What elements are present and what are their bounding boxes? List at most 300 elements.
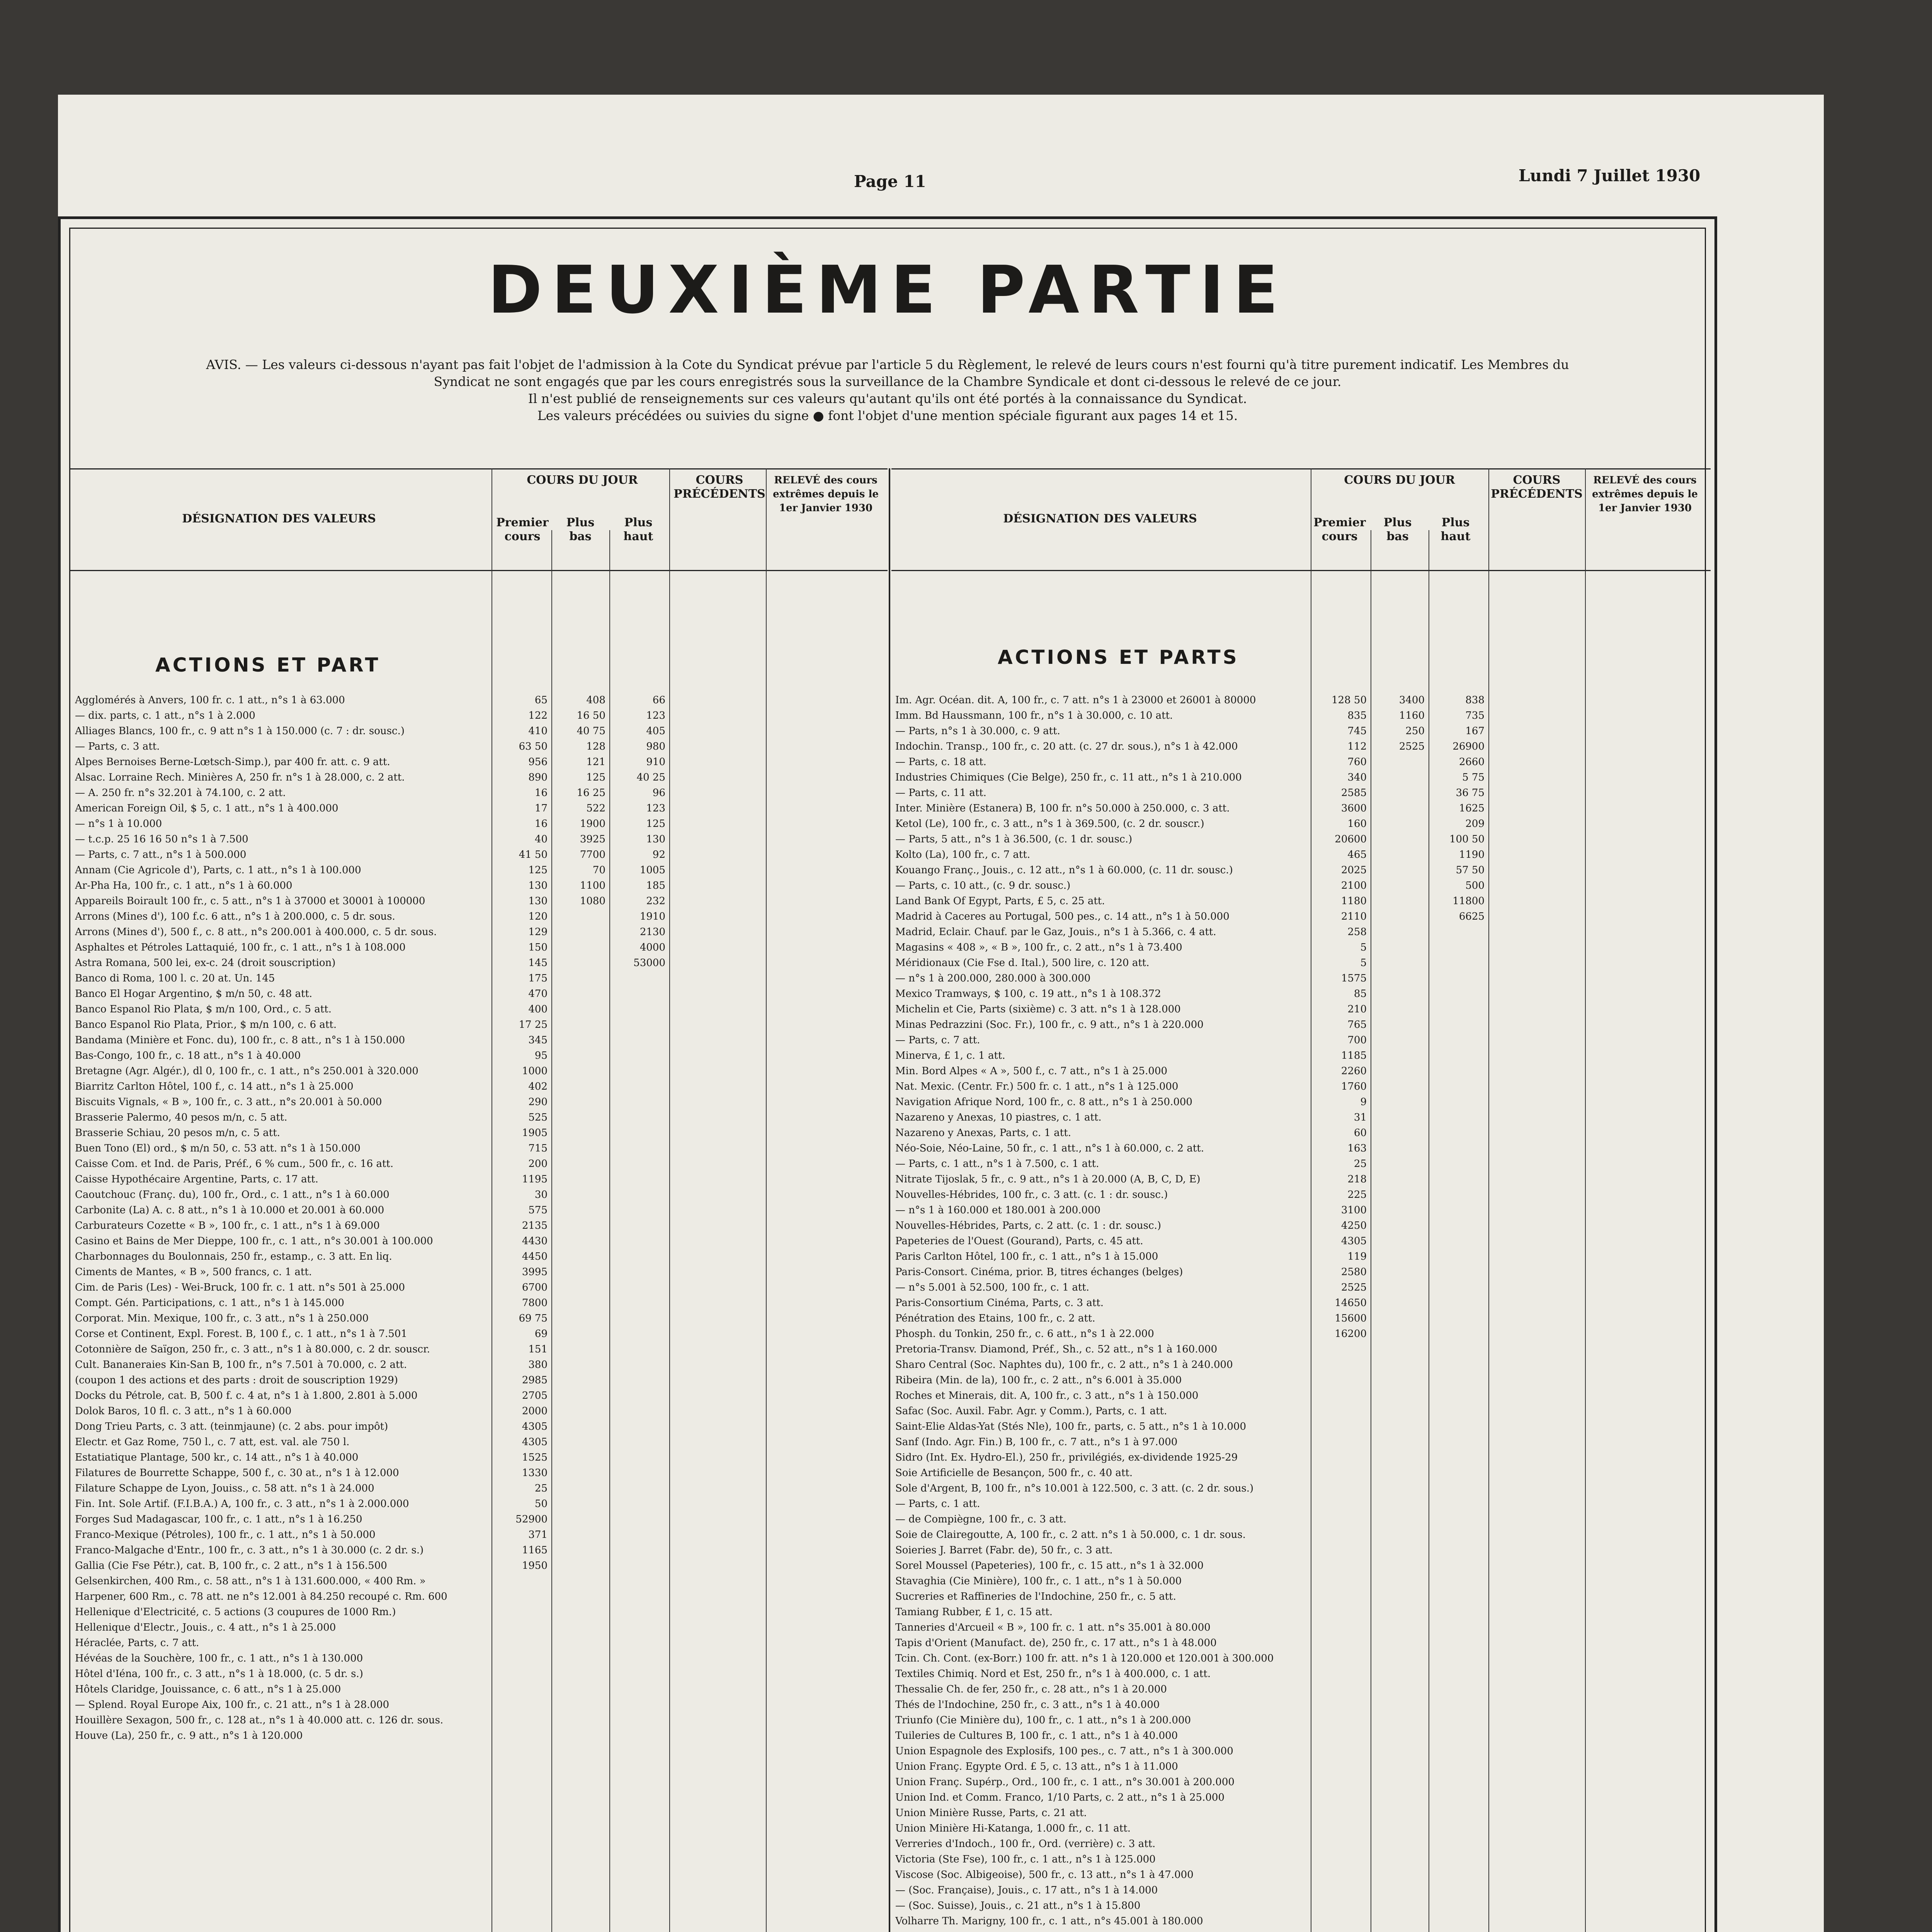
- security-row: Union Minière Hi-Katanga, 1.000 fr., c. 11 att.: [895, 1823, 1131, 1834]
- security-row: Sole d'Argent, B, 100 fr., n°s 10.001 à 122.500, c. 3 att. (c. 2 dr. sous.): [895, 1483, 1254, 1494]
- security-row: Soie Artificielle de Besançon, 500 fr., c. 40 att.: [895, 1467, 1133, 1479]
- rule: [1488, 468, 1489, 1932]
- premier-cours-cell: 65: [534, 694, 548, 706]
- security-row: Bas-Congo, 100 fr., c. 18 att., n°s 1 à 40.000: [75, 1050, 301, 1061]
- security-row: Papeteries de l'Ouest (Gourand), Parts, c. 45 att.: [895, 1235, 1143, 1247]
- security-row: Paris-Consort. Cinéma, prior. B, titres échanges (belges): [895, 1266, 1183, 1278]
- premier-cours-cell: 40: [534, 833, 548, 845]
- plus-haut-cell: 1910: [639, 911, 665, 922]
- security-row: Hôtel d'Iéna, 100 fr., c. 3 att., n°s 1 à 18.000, (c. 5 dr. s.): [75, 1668, 363, 1680]
- security-row: — Parts, c. 18 att.: [895, 756, 986, 768]
- security-row: Docks du Pétrole, cat. B, 500 f. c. 4 at, n°s 1 à 1.800, 2.801 à 5.000: [75, 1390, 418, 1401]
- security-row: Banco El Hogar Argentino, $ m/n 50, c. 48 att.: [75, 988, 313, 1000]
- plus-haut-cell: 92: [652, 849, 665, 861]
- premier-cours-cell: 9: [1360, 1096, 1367, 1108]
- security-row: Corporat. Min. Mexique, 100 fr., c. 3 att., n°s 1 à 250.000: [75, 1313, 369, 1324]
- page-date: Lundi 7 Juillet 1930: [1519, 166, 1701, 185]
- security-row: Franco-Malgache d'Entr., 100 fr., c. 3 att., n°s 1 à 30.000 (c. 2 dr. s.): [75, 1544, 424, 1556]
- security-row: — Parts, c. 3 att.: [75, 741, 160, 752]
- security-row: Dolok Baros, 10 fl. c. 3 att., n°s 1 à 60.000: [75, 1405, 292, 1417]
- security-row: Ar-Pha Ha, 100 fr., c. 1 att., n°s 1 à 60.000: [75, 880, 293, 891]
- premier-cours-cell: 128 50: [1332, 694, 1367, 706]
- security-row: Alpes Bernoises Berne-Lœtsch-Simp.), par 400 fr. att. c. 9 att.: [75, 756, 390, 768]
- security-row: Paris-Consortium Cinéma, Parts, c. 3 att.: [895, 1297, 1104, 1309]
- security-row: Nat. Mexic. (Centr. Fr.) 500 fr. c. 1 att., n°s 1 à 125.000: [895, 1081, 1179, 1092]
- premier-cours-cell: 151: [528, 1344, 548, 1355]
- premier-cours-cell: 85: [1354, 988, 1367, 1000]
- security-row: Alliages Blancs, 100 fr., c. 9 att n°s 1 à 150.000 (c. 7 : dr. sousc.): [75, 725, 405, 737]
- security-row: Caoutchouc (Franç. du), 100 fr., Ord., c. 1 att., n°s 1 à 60.000: [75, 1189, 389, 1201]
- premier-cours-cell: 290: [528, 1096, 548, 1108]
- plus-haut-cell: 36 75: [1456, 787, 1485, 799]
- plus-haut-cell: 1005: [639, 864, 665, 876]
- premier-cours-cell: 16: [534, 818, 548, 830]
- plus-bas-cell: 70: [592, 864, 605, 876]
- plus-haut-cell: 1190: [1459, 849, 1485, 861]
- left-plushaut-column: [611, 692, 665, 1932]
- plus-haut-cell: 980: [646, 741, 665, 752]
- security-row: Indochin. Transp., 100 fr., c. 20 att. (c. 27 dr. sous.), n°s 1 à 42.000: [895, 741, 1238, 752]
- security-row: Sorel Moussel (Papeteries), 100 fr., c. 15 att., n°s 1 à 32.000: [895, 1560, 1204, 1571]
- premier-cours-cell: 16: [534, 787, 548, 799]
- security-row: Asphaltes et Pétroles Lattaquié, 100 fr., c. 1 att., n°s 1 à 108.000: [75, 942, 406, 953]
- premier-cours-cell: 715: [528, 1143, 548, 1154]
- left-releve-header: RELEVÉ des cours extrêmes depuis le 1er Janvier 1930: [773, 474, 879, 514]
- security-row: Annam (Cie Agricole d'), Parts, c. 1 att., n°s 1 à 100.000: [75, 864, 361, 876]
- plus-haut-cell: 57 50: [1456, 864, 1485, 876]
- right-premier-column: [1313, 692, 1367, 1932]
- security-row: Nitrate Tijoslak, 5 fr., c. 9 att., n°s 1 à 20.000 (A, B, C, D, E): [895, 1173, 1201, 1185]
- premier-cours-cell: 2580: [1341, 1266, 1367, 1278]
- security-row: Arrons (Mines d'), 500 f., c. 8 att., n°s 200.001 à 400.000, c. 5 dr. sous.: [75, 926, 437, 938]
- premier-cours-cell: 122: [528, 710, 548, 721]
- premier-cours-cell: 2585: [1341, 787, 1367, 799]
- premier-cours-cell: 3995: [522, 1266, 548, 1278]
- security-row: Fin. Int. Sole Artif. (F.I.B.A.) A, 100 fr., c. 3 att., n°s 1 à 2.000.000: [75, 1498, 409, 1510]
- security-row: Roches et Minerais, dit. A, 100 fr., c. 3 att., n°s 1 à 150.000: [895, 1390, 1199, 1401]
- premier-cours-cell: 4305: [522, 1421, 548, 1432]
- security-row: Tuileries de Cultures B, 100 fr., c. 1 att., n°s 1 à 40.000: [895, 1730, 1178, 1742]
- security-row: Banco Espanol Rio Plata, $ m/n 100, Ord., c. 5 att.: [75, 1003, 332, 1015]
- premier-cours-cell: 112: [1347, 741, 1367, 752]
- plus-haut-cell: 2660: [1459, 756, 1485, 768]
- security-row: Phosph. du Tonkin, 250 fr., c. 6 att., n°s 1 à 22.000: [895, 1328, 1154, 1340]
- security-row: Nazareno y Anexas, 10 piastres, c. 1 att.: [895, 1112, 1102, 1123]
- security-row: Madrid, Eclair. Chauf. par le Gaz, Jouis., n°s 1 à 5.366, c. 4 att.: [895, 926, 1216, 938]
- security-row: Ketol (Le), 100 fr., c. 3 att., n°s 1 à 369.500, (c. 2 dr. souscr.): [895, 818, 1204, 830]
- security-row: — (Soc. Suisse), Jouis., c. 21 att., n°s 1 à 15.800: [895, 1900, 1141, 1912]
- security-row: Charbonnages du Boulonnais, 250 fr., estamp., c. 3 att. En liq.: [75, 1251, 392, 1262]
- plus-haut-cell: 5 75: [1462, 772, 1485, 783]
- security-row: Gallia (Cie Fse Pétr.), cat. B, 100 fr., c. 2 att., n°s 1 à 156.500: [75, 1560, 387, 1571]
- security-row: Dong Trieu Parts, c. 3 att. (teinmjaune) (c. 2 abs. pour impôt): [75, 1421, 388, 1432]
- left-table-header: [70, 468, 888, 571]
- security-row: Buen Tono (El) ord., $ m/n 50, c. 53 att. n°s 1 à 150.000: [75, 1143, 361, 1154]
- premier-cours-cell: 402: [528, 1081, 548, 1092]
- security-row: Union Minière Russe, Parts, c. 21 att.: [895, 1807, 1087, 1819]
- premier-cours-cell: 4250: [1341, 1220, 1367, 1231]
- premier-cours-cell: 2110: [1341, 911, 1367, 922]
- plus-haut-cell: 130: [646, 833, 665, 845]
- premier-cours-cell: 575: [528, 1204, 548, 1216]
- premier-cours-cell: 4305: [522, 1436, 548, 1448]
- premier-cours-cell: 1525: [522, 1452, 548, 1463]
- security-row: — n°s 1 à 200.000, 280.000 à 300.000: [895, 973, 1091, 984]
- premier-cours-cell: 4430: [522, 1235, 548, 1247]
- premier-cours-cell: 1760: [1341, 1081, 1367, 1092]
- security-row: Pretoria-Transv. Diamond, Préf., Sh., c. 52 att., n°s 1 à 160.000: [895, 1344, 1218, 1355]
- security-row: Carburateurs Cozette « B », 100 fr., c. 1 att., n°s 1 à 69.000: [75, 1220, 380, 1231]
- plus-bas-cell: 522: [586, 803, 605, 814]
- security-row: Hôtels Claridge, Jouissance, c. 6 att., n°s 1 à 25.000: [75, 1684, 341, 1695]
- center-column-separator: [889, 468, 890, 1932]
- notice-line-4: Les valeurs précédées ou suivies du signe ● font l'objet d'une mention spéciale figurant aux pages 14 et 15.: [537, 408, 1238, 423]
- security-row: — Parts, 5 att., n°s 1 à 36.500, (c. 1 dr. sousc.): [895, 833, 1133, 845]
- premier-cours-cell: 60: [1354, 1127, 1367, 1139]
- premier-cours-cell: 150: [528, 942, 548, 953]
- security-row: Union Franç. Supérp., Ord., 100 fr., c. 1 att., n°s 30.001 à 200.000: [895, 1776, 1235, 1788]
- premier-cours-cell: 1575: [1341, 973, 1367, 984]
- plus-bas-cell: 1900: [580, 818, 605, 830]
- security-row: Verreries d'Indoch., 100 fr., Ord. (verrière) c. 3 att.: [895, 1838, 1156, 1850]
- premier-cours-cell: 956: [528, 756, 548, 768]
- plus-haut-cell: 123: [646, 803, 665, 814]
- security-row: Union Ind. et Comm. Franco, 1/10 Parts, c. 2 att., n°s 1 à 25.000: [895, 1792, 1225, 1803]
- premier-cours-cell: 163: [1347, 1143, 1367, 1154]
- plus-haut-cell: 405: [646, 725, 665, 737]
- premier-cours-cell: 130: [528, 895, 548, 907]
- plus-bas-cell: 40 75: [577, 725, 605, 737]
- plus-haut-cell: 838: [1465, 694, 1485, 706]
- security-row: Casino et Bains de Mer Dieppe, 100 fr., c. 1 att., n°s 30.001 à 100.000: [75, 1235, 433, 1247]
- premier-cours-cell: 17 25: [519, 1019, 548, 1031]
- plus-bas-cell: 7700: [580, 849, 605, 861]
- plus-haut-cell: 910: [646, 756, 665, 768]
- plus-haut-cell: 125: [646, 818, 665, 830]
- security-row: Tcin. Ch. Cont. (ex-Borr.) 100 fr. att. n°s 1 à 120.000 et 120.001 à 300.000: [895, 1653, 1274, 1664]
- right-plushaut-column: [1430, 692, 1485, 1932]
- plus-haut-cell: 100 50: [1449, 833, 1485, 845]
- premier-cours-cell: 175: [528, 973, 548, 984]
- security-row: Textiles Chimiq. Nord et Est, 250 fr., n°s 1 à 400.000, c. 1 att.: [895, 1668, 1211, 1680]
- premier-cours-cell: 700: [1347, 1034, 1367, 1046]
- page-number: Page 11: [854, 172, 926, 191]
- premier-cours-cell: 2705: [522, 1390, 548, 1401]
- security-row: Min. Bord Alpes « A », 500 f., c. 7 att., n°s 1 à 25.000: [895, 1065, 1168, 1077]
- premier-cours-cell: 525: [528, 1112, 548, 1123]
- premier-cours-cell: 119: [1347, 1251, 1367, 1262]
- security-row: Filatures de Bourrette Schappe, 500 f., c. 30 at., n°s 1 à 12.000: [75, 1467, 399, 1479]
- security-row: Franco-Mexique (Pétroles), 100 fr., c. 1 att., n°s 1 à 50.000: [75, 1529, 376, 1541]
- security-row: Navigation Afrique Nord, 100 fr., c. 8 att., n°s 1 à 250.000: [895, 1096, 1192, 1108]
- premier-cours-cell: 25: [534, 1483, 548, 1494]
- plus-haut-cell: 1625: [1459, 803, 1485, 814]
- security-row: Appareils Boirault 100 fr., c. 5 att., n°s 1 à 37000 et 30001 à 100000: [75, 895, 425, 907]
- premier-cours-cell: 25: [1354, 1158, 1367, 1170]
- premier-cours-cell: 20600: [1335, 833, 1367, 845]
- security-row: — t.c.p. 25 16 16 50 n°s 1 à 7.500: [75, 833, 248, 845]
- premier-cours-cell: 120: [528, 911, 548, 922]
- security-row: Thés de l'Indochine, 250 fr., c. 3 att., n°s 1 à 40.000: [895, 1699, 1160, 1711]
- security-row: Minas Pedrazzini (Soc. Fr.), 100 fr., c. 9 att., n°s 1 à 220.000: [895, 1019, 1204, 1031]
- premier-cours-cell: 7800: [522, 1297, 548, 1309]
- left-premier-column: [493, 692, 548, 1932]
- security-row: — Parts, c. 10 att., (c. 9 dr. sousc.): [895, 880, 1071, 891]
- plus-bas-cell: 1100: [580, 880, 605, 891]
- security-row: Union Espagnole des Explosifs, 100 pes., c. 7 att., n°s 1 à 300.000: [895, 1745, 1233, 1757]
- premier-cours-cell: 345: [528, 1034, 548, 1046]
- notice-line-1: AVIS. — Les valeurs ci-dessous n'ayant pas fait l'objet de l'admission à la Cote du Syndicat prévue par l'article 5 du Règlement, le relevé de leurs cours n'est fourni qu'à titre purement indicatif. Les Membres du: [206, 357, 1569, 372]
- premier-cours-cell: 200: [528, 1158, 548, 1170]
- premier-cours-cell: 52900: [515, 1514, 548, 1525]
- plus-haut-cell: 185: [646, 880, 665, 891]
- premier-cours-cell: 1180: [1341, 895, 1367, 907]
- security-row: Tanneries d'Arcueil « B », 100 fr. c. 1 att. n°s 35.001 à 80.000: [895, 1622, 1211, 1633]
- security-row: — (Soc. Française), Jouis., c. 17 att., n°s 1 à 14.000: [895, 1884, 1158, 1896]
- security-row: Cim. de Paris (Les) - Wei-Bruck, 100 fr. c. 1 att. n°s 501 à 25.000: [75, 1282, 405, 1293]
- security-row: Thessalie Ch. de fer, 250 fr., c. 28 att., n°s 1 à 20.000: [895, 1684, 1167, 1695]
- premier-cours-cell: 6700: [522, 1282, 548, 1293]
- security-row: Industries Chimiques (Cie Belge), 250 fr., c. 11 att., n°s 1 à 210.000: [895, 772, 1242, 783]
- security-row: Sucreries et Raffineries de l'Indochine, 250 fr., c. 5 att.: [895, 1591, 1176, 1602]
- plus-haut-cell: 4000: [639, 942, 665, 953]
- premier-cours-cell: 4450: [522, 1251, 548, 1262]
- premier-cours-cell: 130: [528, 880, 548, 891]
- premier-cours-cell: 5: [1360, 957, 1367, 969]
- market-table-frame: [58, 216, 1717, 1932]
- plus-bas-cell: 250: [1405, 725, 1425, 737]
- security-row: — Splend. Royal Europe Aix, 100 fr., c. 21 att., n°s 1 à 28.000: [75, 1699, 389, 1711]
- rule: [609, 530, 610, 1932]
- premier-cours-cell: 145: [528, 957, 548, 969]
- left-plusbas-column: [553, 692, 605, 1932]
- plus-haut-cell: 209: [1465, 818, 1485, 830]
- premier-cours-cell: 125: [528, 864, 548, 876]
- premier-cours-cell: 1000: [522, 1065, 548, 1077]
- left-premier-header: Premier cours: [496, 516, 549, 543]
- security-row: Safac (Soc. Auxil. Fabr. Agr. y Comm.), Parts, c. 1 att.: [895, 1405, 1167, 1417]
- premier-cours-cell: 2135: [522, 1220, 548, 1231]
- security-row: Imm. Bd Haussmann, 100 fr., n°s 1 à 30.000, c. 10 att.: [895, 710, 1173, 721]
- left-plushaut-header: Plus haut: [623, 516, 653, 543]
- security-row: — Parts, c. 7 att.: [895, 1034, 980, 1046]
- left-precedents-header: COURS PRÉCÉDENTS: [673, 473, 765, 501]
- security-row: Biarritz Carlton Hôtel, 100 f., c. 14 att., n°s 1 à 25.000: [75, 1081, 354, 1092]
- security-row: Forges Sud Madagascar, 100 fr., c. 1 att., n°s 1 à 16.250: [75, 1514, 362, 1525]
- security-row: Banco Espanol Rio Plata, Prior., $ m/n 100, c. 6 att.: [75, 1019, 337, 1031]
- left-section-heading: ACTIONS ET PART: [155, 654, 381, 676]
- security-row: Michelin et Cie, Parts (sixième) c. 3 att. n°s 1 à 128.000: [895, 1003, 1181, 1015]
- security-row: Estatiatique Plantage, 500 kr., c. 14 att., n°s 1 à 40.000: [75, 1452, 359, 1463]
- security-row: — n°s 1 à 160.000 et 180.001 à 200.000: [895, 1204, 1101, 1216]
- rule: [551, 530, 552, 1932]
- security-row: Brasserie Schiau, 20 pesos m/n, c. 5 att.: [75, 1127, 280, 1139]
- premier-cours-cell: 218: [1347, 1173, 1367, 1185]
- right-plusbas-header: Plus bas: [1383, 516, 1412, 543]
- premier-cours-cell: 31: [1354, 1112, 1367, 1123]
- security-row: Im. Agr. Océan. dit. A, 100 fr., c. 7 att. n°s 1 à 23000 et 26001 à 80000: [895, 694, 1256, 706]
- left-cours-du-jour-header: COURS DU JOUR: [527, 473, 638, 487]
- plus-bas-cell: 121: [586, 756, 605, 768]
- premier-cours-cell: 2100: [1341, 880, 1367, 891]
- security-row: Land Bank Of Egypt, Parts, £ 5, c. 25 att.: [895, 895, 1105, 907]
- security-row: Tamiang Rubber, £ 1, c. 15 att.: [895, 1606, 1053, 1618]
- premier-cours-cell: 340: [1347, 772, 1367, 783]
- security-row: Victoria (Ste Fse), 100 fr., c. 1 att., n°s 1 à 125.000: [895, 1854, 1156, 1865]
- premier-cours-cell: 17: [534, 803, 548, 814]
- premier-cours-cell: 69: [534, 1328, 548, 1340]
- premier-cours-cell: 410: [528, 725, 548, 737]
- security-row: American Foreign Oil, $ 5, c. 1 att., n°s 1 à 400.000: [75, 803, 338, 814]
- premier-cours-cell: 5: [1360, 942, 1367, 953]
- premier-cours-cell: 41 50: [519, 849, 548, 861]
- right-designation-header: DÉSIGNATION DES VALEURS: [1003, 512, 1197, 526]
- plus-haut-cell: 500: [1465, 880, 1485, 891]
- premier-cours-cell: 765: [1347, 1019, 1367, 1031]
- security-row: Héraclée, Parts, c. 7 att.: [75, 1637, 199, 1649]
- premier-cours-cell: 160: [1347, 818, 1367, 830]
- premier-cours-cell: 760: [1347, 756, 1367, 768]
- security-row: — n°s 5.001 à 52.500, 100 fr., c. 1 att.: [895, 1282, 1090, 1293]
- right-cours-du-jour-header: COURS DU JOUR: [1344, 473, 1455, 487]
- plus-haut-cell: 6625: [1459, 911, 1485, 922]
- security-row: Kouango Franç., Jouis., c. 12 att., n°s 1 à 60.000, (c. 11 dr. sousc.): [895, 864, 1233, 876]
- security-row: Arrons (Mines d'), 100 f.c. 6 att., n°s 1 à 200.000, c. 5 dr. sous.: [75, 911, 395, 922]
- security-row: Bretagne (Agr. Algér.), dl 0, 100 fr., c. 1 att., n°s 250.001 à 320.000: [75, 1065, 418, 1077]
- premier-cours-cell: 890: [528, 772, 548, 783]
- security-row: Stavaghia (Cie Minière), 100 fr., c. 1 att., n°s 1 à 50.000: [895, 1575, 1182, 1587]
- security-row: Néo-Soie, Néo-Laine, 50 fr., c. 1 att., n°s 1 à 60.000, c. 2 att.: [895, 1143, 1204, 1154]
- security-row: Hellenique d'Electricité, c. 5 actions (3 coupures de 1000 Rm.): [75, 1606, 396, 1618]
- premier-cours-cell: 1165: [522, 1544, 548, 1556]
- frame-inner-border: [69, 228, 1706, 1932]
- right-premier-header: Premier cours: [1313, 516, 1366, 543]
- security-row: Mexico Tramways, $ 100, c. 19 att., n°s 1 à 108.372: [895, 988, 1161, 1000]
- security-row: Houve (La), 250 fr., c. 9 att., n°s 1 à 120.000: [75, 1730, 303, 1742]
- security-row: Paris Carlton Hôtel, 100 fr., c. 1 att., n°s 1 à 15.000: [895, 1251, 1158, 1262]
- security-row: Astra Romana, 500 lei, ex-c. 24 (droit souscription): [75, 957, 336, 969]
- plus-haut-cell: 66: [652, 694, 665, 706]
- premier-cours-cell: 470: [528, 988, 548, 1000]
- security-row: Banco di Roma, 100 l. c. 20 at. Un. 145: [75, 973, 275, 984]
- plus-haut-cell: 2130: [639, 926, 665, 938]
- premier-cours-cell: 1905: [522, 1127, 548, 1139]
- plus-haut-cell: 11800: [1452, 895, 1485, 907]
- security-row: Cult. Bananeraies Kin-San B, 100 fr., n°s 7.501 à 70.000, c. 2 att.: [75, 1359, 407, 1371]
- rule: [1585, 468, 1586, 1932]
- security-row: — de Compiègne, 100 fr., c. 3 att.: [895, 1514, 1066, 1525]
- security-row: — n°s 1 à 10.000: [75, 818, 162, 830]
- security-row: Magasins « 408 », « B », 100 fr., c. 2 att., n°s 1 à 73.400: [895, 942, 1182, 953]
- premier-cours-cell: 2260: [1341, 1065, 1367, 1077]
- premier-cours-cell: 4305: [1341, 1235, 1367, 1247]
- rule: [669, 468, 670, 1932]
- security-row: Sanf (Indo. Agr. Fin.) B, 100 fr., c. 7 att., n°s 1 à 97.000: [895, 1436, 1178, 1448]
- premier-cours-cell: 1950: [522, 1560, 548, 1571]
- premier-cours-cell: 2000: [522, 1405, 548, 1417]
- premier-cours-cell: 30: [534, 1189, 548, 1201]
- notice-line-2: Syndicat ne sont engagés que par les cours enregistrés sous la surveillance de la Chambre Syndicale et dont ci-dessous le relevé de ce jour.: [434, 374, 1342, 389]
- plus-bas-cell: 16 25: [577, 787, 605, 799]
- premier-cours-cell: 2025: [1341, 864, 1367, 876]
- security-row: Soie de Clairegoutte, A, 100 fr., c. 2 att. n°s 1 à 50.000, c. 1 dr. sous.: [895, 1529, 1246, 1541]
- premier-cours-cell: 129: [528, 926, 548, 938]
- plus-bas-cell: 408: [586, 694, 605, 706]
- plus-bas-cell: 2525: [1399, 741, 1425, 752]
- premier-cours-cell: 210: [1347, 1003, 1367, 1015]
- premier-cours-cell: 3600: [1341, 803, 1367, 814]
- security-row: — A. 250 fr. n°s 32.201 à 74.100, c. 2 att.: [75, 787, 286, 799]
- right-designation-column: [895, 692, 1307, 1932]
- left-designation-header: DÉSIGNATION DES VALEURS: [182, 512, 376, 526]
- premier-cours-cell: 745: [1347, 725, 1367, 737]
- security-row: Volharre Th. Marigny, 100 fr., c. 1 att., n°s 45.001 à 180.000: [895, 1915, 1203, 1927]
- right-precedents-header: COURS PRÉCÉDENTS: [1491, 473, 1583, 501]
- security-row: Triunfo (Cie Minière du), 100 fr., c. 1 att., n°s 1 à 200.000: [895, 1714, 1191, 1726]
- security-row: Sharo Central (Soc. Naphtes du), 100 fr., c. 2 att., n°s 1 à 240.000: [895, 1359, 1233, 1371]
- plus-haut-cell: 26900: [1452, 741, 1485, 752]
- security-row: — Parts, c. 1 att., n°s 1 à 7.500, c. 1 att.: [895, 1158, 1099, 1170]
- notice-line-3: Il n'est publié de renseignements sur ces valeurs qu'autant qu'ils ont été portés à la connaissance du Syndicat.: [528, 391, 1247, 406]
- security-row: Ribeira (Min. de la), 100 fr., c. 2 att., n°s 6.001 à 35.000: [895, 1374, 1182, 1386]
- plus-bas-cell: 128: [586, 741, 605, 752]
- plus-haut-cell: 40 25: [636, 772, 665, 783]
- security-row: Minerva, £ 1, c. 1 att.: [895, 1050, 1005, 1061]
- premier-cours-cell: 371: [528, 1529, 548, 1541]
- security-row: Gelsenkirchen, 400 Rm., c. 58 att., n°s 1 à 131.600.000, « 400 Rm. »: [75, 1575, 426, 1587]
- premier-cours-cell: 69 75: [519, 1313, 548, 1324]
- security-row: Corse et Continent, Expl. Forest. B, 100 f., c. 1 att., n°s 1 à 7.501: [75, 1328, 407, 1340]
- security-row: — Parts, c. 1 att.: [895, 1498, 980, 1510]
- premier-cours-cell: 50: [534, 1498, 548, 1510]
- security-row: Méridionaux (Cie Fse d. Ital.), 500 lire, c. 120 att.: [895, 957, 1150, 969]
- security-row: Inter. Minière (Estanera) B, 100 fr. n°s 50.000 à 250.000, c. 3 att.: [895, 803, 1230, 814]
- security-row: — Parts, c. 11 att.: [895, 787, 986, 799]
- premier-cours-cell: 14650: [1335, 1297, 1367, 1309]
- security-row: Pénétration des Etains, 100 fr., c. 2 att.: [895, 1313, 1095, 1324]
- security-row: Compt. Gén. Participations, c. 1 att., n°s 1 à 145.000: [75, 1297, 344, 1309]
- premier-cours-cell: 258: [1347, 926, 1367, 938]
- plus-bas-cell: 16 50: [577, 710, 605, 721]
- security-row: (coupon 1 des actions et des parts : droit de souscription 1929): [75, 1374, 398, 1386]
- security-row: Cotonnière de Saïgon, 250 fr., c. 3 att., n°s 1 à 80.000, c. 2 dr. souscr.: [75, 1344, 430, 1355]
- premier-cours-cell: 16200: [1335, 1328, 1367, 1340]
- security-row: Nazareno y Anexas, Parts, c. 1 att.: [895, 1127, 1071, 1139]
- left-plusbas-header: Plus bas: [566, 516, 595, 543]
- security-row: — Parts, c. 7 att., n°s 1 à 500.000: [75, 849, 247, 861]
- security-row: Hellenique d'Electr., Jouis., c. 4 att., n°s 1 à 25.000: [75, 1622, 336, 1633]
- premier-cours-cell: 225: [1347, 1189, 1367, 1201]
- right-plushaut-header: Plus haut: [1440, 516, 1471, 543]
- security-row: Viscose (Soc. Albigeoise), 500 fr., c. 13 att., n°s 1 à 47.000: [895, 1869, 1194, 1881]
- premier-cours-cell: 1185: [1341, 1050, 1367, 1061]
- premier-cours-cell: 465: [1347, 849, 1367, 861]
- plus-haut-cell: 96: [652, 787, 665, 799]
- security-row: Sidro (Int. Ex. Hydro-El.), 250 fr., privilégiés, ex-dividende 1925-29: [895, 1452, 1238, 1463]
- security-row: Houillère Sexagon, 500 fr., c. 128 at., n°s 1 à 40.000 att. c. 126 dr. sous.: [75, 1714, 444, 1726]
- security-row: Madrid à Caceres au Portugal, 500 pes., c. 14 att., n°s 1 à 50.000: [895, 911, 1230, 922]
- premier-cours-cell: 2985: [522, 1374, 548, 1386]
- security-row: Nouvelles-Hébrides, 100 fr., c. 3 att. (c. 1 : dr. sousc.): [895, 1189, 1168, 1201]
- right-releve-header: RELEVÉ des cours extrêmes depuis le 1er Janvier 1930: [1592, 474, 1698, 514]
- premier-cours-cell: 1195: [522, 1173, 548, 1185]
- premier-cours-cell: 835: [1347, 710, 1367, 721]
- right-plusbas-column: [1372, 692, 1425, 1932]
- security-row: Nouvelles-Hébrides, Parts, c. 2 att. (c. 1 : dr. sousc.): [895, 1220, 1161, 1231]
- left-designation-column: [75, 692, 488, 1932]
- security-row: Agglomérés à Anvers, 100 fr. c. 1 att., n°s 1 à 63.000: [75, 694, 345, 706]
- plus-bas-cell: 1080: [580, 895, 605, 907]
